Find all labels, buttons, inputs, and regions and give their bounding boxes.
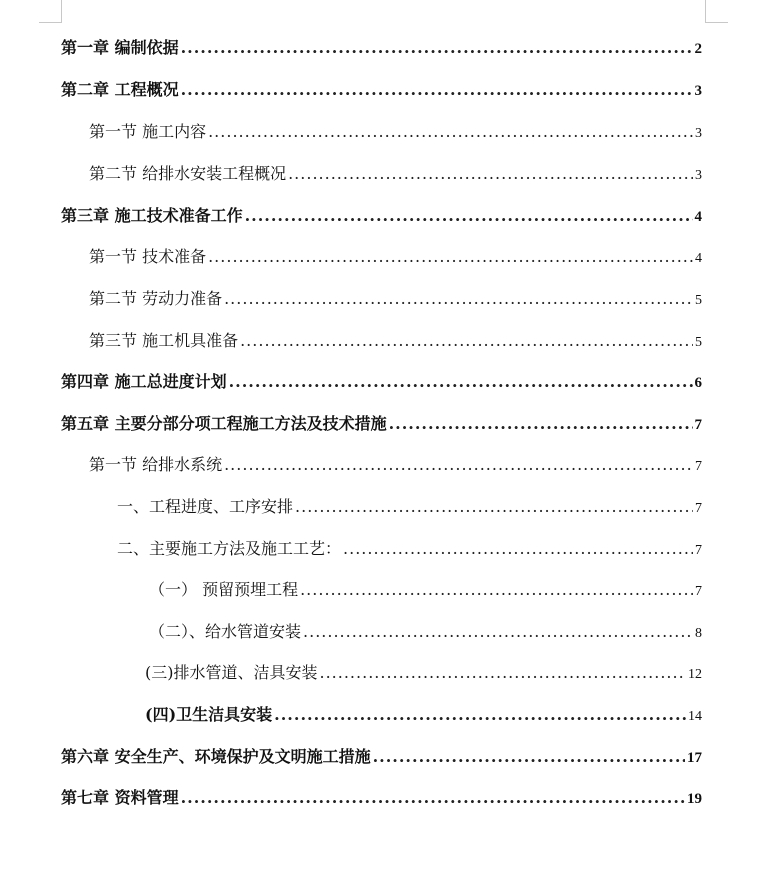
toc-entry-label: 第二节 劳动力准备 bbox=[89, 289, 223, 308]
toc-entry-label: 第一节 施工内容 bbox=[89, 122, 207, 141]
toc-entry-page: 7 bbox=[695, 459, 702, 474]
toc-entry-label: 第四章 施工总进度计划 bbox=[61, 372, 227, 391]
toc-entry-chapter-4[interactable] bbox=[61, 369, 702, 392]
dot-leader bbox=[303, 622, 693, 641]
toc-entry-page: 17 bbox=[687, 750, 702, 766]
toc-entry-page: 8 bbox=[695, 626, 702, 641]
dot-leader bbox=[224, 455, 693, 474]
toc-entry-section[interactable] bbox=[89, 286, 702, 309]
dot-leader bbox=[343, 539, 693, 558]
dot-leader bbox=[240, 331, 693, 350]
dot-leader bbox=[295, 497, 693, 516]
page-corner-mark-top-left bbox=[39, 0, 62, 23]
toc-entry-chapter-1[interactable] bbox=[61, 35, 702, 58]
toc-entry-subsection[interactable] bbox=[117, 536, 702, 559]
dot-leader bbox=[229, 372, 693, 391]
dot-leader bbox=[274, 705, 686, 724]
toc-entry-label: (四)卫生洁具安装 bbox=[145, 705, 273, 724]
dot-leader bbox=[181, 38, 693, 57]
toc-entry-page: 2 bbox=[694, 41, 702, 57]
toc-entry-subsection[interactable] bbox=[117, 494, 702, 517]
dot-leader bbox=[300, 580, 693, 599]
toc-entry-label: （一） 预留预埋工程 bbox=[149, 580, 299, 599]
toc-entry-chapter-2[interactable] bbox=[61, 77, 702, 100]
toc-entry-chapter-3[interactable] bbox=[61, 203, 702, 226]
toc-entry-page: 7 bbox=[695, 501, 702, 516]
toc-entry-page: 4 bbox=[695, 251, 702, 266]
toc-entry-label: 二、主要施工方法及施工工艺： bbox=[117, 539, 342, 558]
toc-entry-page: 12 bbox=[688, 667, 702, 682]
toc-entry-page: 7 bbox=[694, 417, 702, 433]
toc-entry-item[interactable] bbox=[145, 702, 702, 725]
dot-leader bbox=[373, 747, 685, 766]
toc-entry-page: 3 bbox=[694, 83, 702, 99]
toc-entry-label: 第一节 技术准备 bbox=[89, 247, 207, 266]
dot-leader bbox=[389, 414, 693, 433]
toc-entry-page: 19 bbox=[687, 791, 702, 807]
dot-leader bbox=[224, 289, 693, 308]
toc-entry-label: 一、工程进度、工序安排 bbox=[117, 497, 294, 516]
toc-entry-chapter-5[interactable] bbox=[61, 411, 702, 434]
dot-leader bbox=[245, 206, 693, 225]
toc-entry-label: 第一章 编制依据 bbox=[61, 38, 179, 57]
toc-entry-chapter-7[interactable] bbox=[61, 785, 702, 808]
toc-entry-chapter-6[interactable] bbox=[61, 744, 702, 767]
toc-entry-label: （二）、给水管道安装 bbox=[149, 622, 302, 641]
dot-leader bbox=[288, 164, 693, 183]
toc-entry-page: 7 bbox=[695, 543, 702, 558]
toc-entry-label: 第六章 安全生产、环境保护及文明施工措施 bbox=[61, 747, 371, 766]
toc-entry-section[interactable] bbox=[89, 119, 702, 142]
toc-entry-label: 第七章 资料管理 bbox=[61, 788, 179, 807]
dot-leader bbox=[181, 788, 685, 807]
toc-entry-section[interactable] bbox=[89, 452, 702, 475]
toc-entry-label: 第三章 施工技术准备工作 bbox=[61, 206, 243, 225]
toc-entry-page: 14 bbox=[688, 709, 702, 724]
page-corner-mark-top-right bbox=[705, 0, 728, 23]
toc-entry-item[interactable] bbox=[149, 577, 702, 600]
toc-entry-page: 3 bbox=[695, 126, 702, 141]
toc-entry-page: 5 bbox=[695, 335, 702, 350]
toc-entry-label: 第一节 给排水系统 bbox=[89, 455, 223, 474]
toc-entry-label: (三)排水管道、洁具安装 bbox=[145, 663, 318, 682]
toc-entry-page: 7 bbox=[695, 584, 702, 599]
toc-entry-label: 第五章 主要分部分项工程施工方法及技术措施 bbox=[61, 414, 387, 433]
dot-leader bbox=[208, 122, 693, 141]
toc-entry-label: 第二节 给排水安装工程概况 bbox=[89, 164, 287, 183]
toc-entry-page: 5 bbox=[695, 293, 702, 308]
toc-entry-section[interactable] bbox=[89, 328, 702, 351]
toc-entry-section[interactable] bbox=[89, 244, 702, 267]
toc-entry-label: 第三节 施工机具准备 bbox=[89, 331, 239, 350]
dot-leader bbox=[320, 663, 687, 682]
toc-entry-item[interactable] bbox=[149, 619, 702, 642]
toc-entry-item[interactable] bbox=[145, 660, 702, 683]
dot-leader bbox=[208, 247, 693, 266]
toc-entry-label: 第二章 工程概况 bbox=[61, 80, 179, 99]
toc-entry-page: 6 bbox=[694, 375, 702, 391]
toc-entry-page: 4 bbox=[694, 209, 702, 225]
toc-entry-page: 3 bbox=[695, 168, 702, 183]
toc-entry-section[interactable] bbox=[89, 161, 702, 184]
dot-leader bbox=[181, 80, 693, 99]
